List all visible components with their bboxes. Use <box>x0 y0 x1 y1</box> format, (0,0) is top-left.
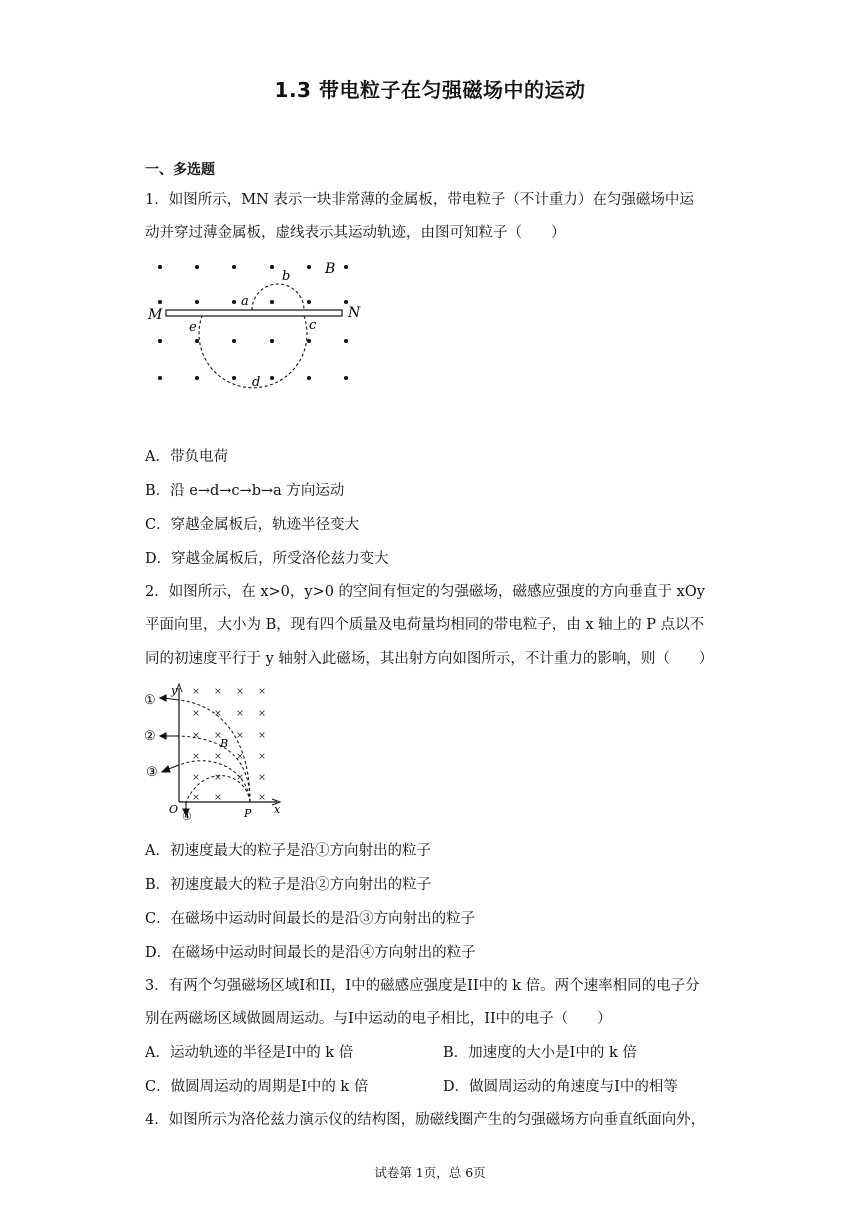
field-dot <box>195 339 199 343</box>
label-N: N <box>348 305 361 321</box>
label-d: d <box>252 375 261 390</box>
field-dot <box>158 339 162 343</box>
field-dot <box>232 376 236 380</box>
field-cross: × <box>236 730 244 741</box>
field-cross: × <box>236 686 244 697</box>
metal-plate <box>166 310 342 316</box>
field-cross: × <box>214 686 222 697</box>
q2-option-c: C．在磁场中运动时间最长的是沿③方向射出的粒子 <box>145 911 476 927</box>
q4-stem-line1: 4．如图所示为洛伦兹力演示仪的结构图，励磁线圈产生的匀强磁场方向垂直纸面向外， <box>145 1112 706 1128</box>
field-dot <box>307 376 311 380</box>
q1-option-d: D．穿越金属板后，所受洛伦兹力变大 <box>145 551 389 567</box>
q2-stem-line2: 平面向里，大小为 B，现有四个质量及电荷量均相同的带电粒子，由 x 轴上的 P 点以不 <box>145 617 705 633</box>
field-cross: × <box>236 708 244 719</box>
label-b: b <box>282 269 291 284</box>
field-cross: × <box>214 730 222 741</box>
field-dot <box>195 300 199 304</box>
field-dot <box>270 376 274 380</box>
field-cross: × <box>214 792 222 803</box>
field-dot <box>158 300 162 304</box>
q1-option-b: B．沿 e→d→c→b→a 方向运动 <box>145 483 345 499</box>
label-B: B <box>325 261 336 277</box>
label-M: M <box>148 307 163 323</box>
label-P: P <box>244 807 252 820</box>
q1-stem-line2: 动并穿过薄金属板，虚线表示其运动轨迹，由图可知粒子（ ） <box>145 225 566 241</box>
field-cross: × <box>214 772 222 783</box>
q2-option-d: D．在磁场中运动时间最长的是沿④方向射出的粒子 <box>145 945 476 961</box>
field-cross: × <box>258 772 266 783</box>
field-dot <box>232 300 236 304</box>
field-dot <box>344 376 348 380</box>
label-c: c <box>309 318 317 333</box>
q2-option-b: B．初速度最大的粒子是沿②方向射出的粒子 <box>145 877 432 893</box>
field-dot <box>344 265 348 269</box>
field-cross: × <box>192 686 200 697</box>
q3-stem-line1: 3．有两个匀强磁场区域I和II，I中的磁感应强度是II中的 k 倍。两个速率相同的电子分 <box>145 978 700 994</box>
q3-stem-line2: 别在两磁场区域做圆周运动。与I中运动的电子相比，II中的电子（ ） <box>145 1011 612 1027</box>
q2-stem-line1: 2．如图所示，在 x>0，y>0 的空间有恒定的匀强磁场，磁感应强度的方向垂直于 xOy <box>145 584 705 600</box>
trajectory-upper <box>252 284 304 310</box>
field-cross: × <box>214 751 222 762</box>
field-cross: × <box>192 772 200 783</box>
field-cross: × <box>192 708 200 719</box>
field-dot <box>270 300 274 304</box>
label-B: B <box>220 737 229 750</box>
circle-1: ① <box>144 693 156 708</box>
exit-arrow-1-head <box>160 695 166 701</box>
label-a: a <box>241 294 249 309</box>
q3-option-c: C．做圆周运动的周期是I中的 k 倍 <box>145 1079 369 1095</box>
section-heading: 一、多选题 <box>145 162 215 178</box>
field-dot <box>307 265 311 269</box>
field-dot <box>270 339 274 343</box>
field-dot <box>344 339 348 343</box>
label-O: O <box>169 803 179 816</box>
field-dot <box>344 300 348 304</box>
exit-arrow-3-head <box>162 766 170 772</box>
field-cross: × <box>214 708 222 719</box>
field-dot <box>158 376 162 380</box>
circle-4: ④ <box>182 810 192 823</box>
field-cross: × <box>192 751 200 762</box>
field-cross: × <box>192 730 200 741</box>
label-x: x <box>274 803 281 816</box>
field-dot <box>232 265 236 269</box>
q1-option-a: A．带负电荷 <box>145 449 228 465</box>
q1-stem-line1: 1．如图所示，MN 表示一块非常薄的金属板，带电粒子（不计重力）在匀强磁场中运 <box>145 192 694 208</box>
field-dot <box>270 265 274 269</box>
q1-option-c: C．穿越金属板后，轨迹半径变大 <box>145 517 360 533</box>
q2-option-a: A．初速度最大的粒子是沿①方向射出的粒子 <box>145 843 431 859</box>
field-cross: × <box>236 751 244 762</box>
field-cross: × <box>258 730 266 741</box>
circle-2: ② <box>144 729 156 744</box>
label-e: e <box>189 320 197 335</box>
field-dot <box>195 376 199 380</box>
field-dot <box>307 300 311 304</box>
field-dot <box>195 265 199 269</box>
page-footer: 试卷第 1页，总 6页 <box>374 1165 486 1180</box>
field-dot <box>232 339 236 343</box>
field-cross: × <box>192 792 200 803</box>
field-cross: × <box>258 751 266 762</box>
q1-figure <box>142 255 367 395</box>
page-title: 1.3 带电粒子在匀强磁场中的运动 <box>274 78 586 102</box>
field-cross: × <box>258 686 266 697</box>
label-y: y <box>171 684 178 697</box>
q3-option-b: B．加速度的大小是I中的 k 倍 <box>443 1045 637 1061</box>
field-cross: × <box>258 792 266 803</box>
q2-stem-line3: 同的初速度平行于 y 轴射入此磁场，其出射方向如图所示，不计重力的影响，则（ ） <box>145 651 714 667</box>
q3-option-a: A．运动轨迹的半径是I中的 k 倍 <box>145 1045 354 1061</box>
field-dot <box>158 265 162 269</box>
field-cross: × <box>236 772 244 783</box>
field-cross: × <box>258 708 266 719</box>
q3-option-d: D．做圆周运动的角速度与I中的相等 <box>443 1079 678 1095</box>
q2-figure <box>142 680 287 825</box>
exit-arrow-2-head <box>160 733 166 739</box>
circle-3: ③ <box>146 765 158 780</box>
field-dot <box>307 339 311 343</box>
